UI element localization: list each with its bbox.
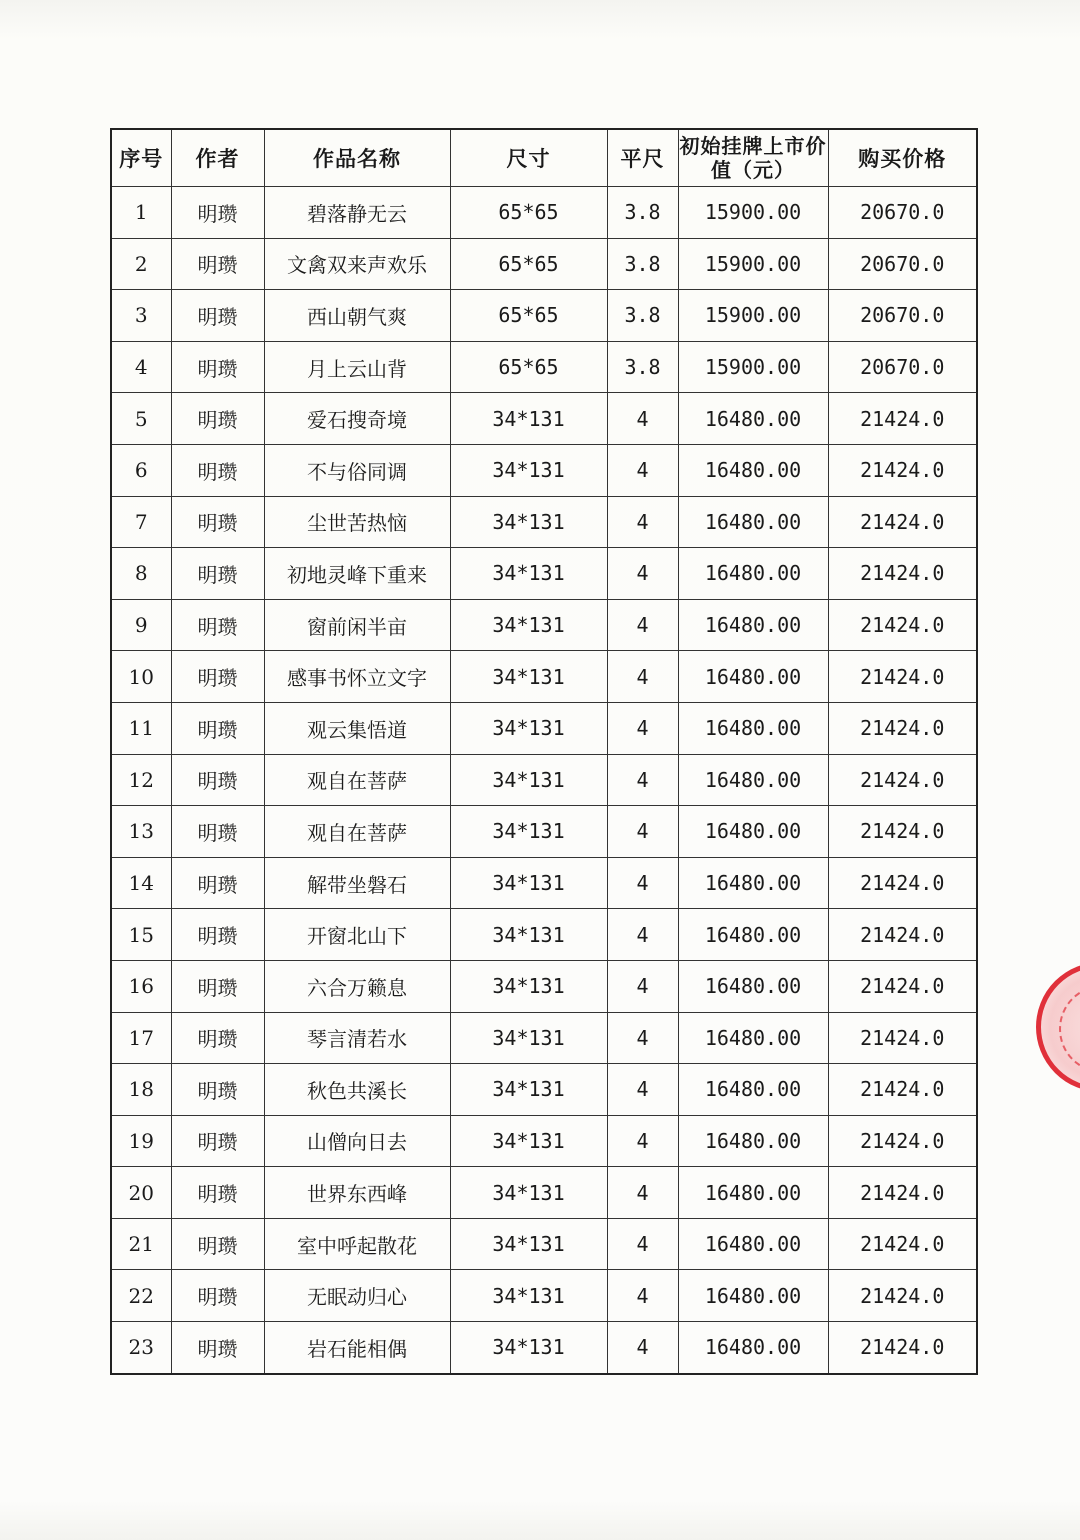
- table-row: [111, 187, 977, 239]
- table-row: [111, 341, 977, 393]
- cell-listing-value: 16480.00: [678, 1270, 828, 1322]
- table-header: [111, 129, 977, 187]
- cell-title: 六合万籁息: [264, 960, 450, 1012]
- cell-listing-value: 16480.00: [678, 496, 828, 548]
- cell-listing-value: 15900.00: [678, 187, 828, 239]
- cell-price: 20670.0: [828, 290, 977, 342]
- cell-price: 21424.0: [828, 1064, 977, 1116]
- table-row: [111, 1218, 977, 1270]
- cell-area: 4: [607, 909, 678, 961]
- cell-price: 21424.0: [828, 909, 977, 961]
- cell-title: 室中呼起散花: [264, 1218, 450, 1270]
- cell-title: 窗前闲半亩: [264, 599, 450, 651]
- cell-no: 17: [111, 1012, 171, 1064]
- cell-author: 明瓒: [171, 548, 264, 600]
- cell-author: 明瓒: [171, 1218, 264, 1270]
- cell-size: 34*131: [450, 393, 607, 445]
- cell-area: 4: [607, 444, 678, 496]
- cell-author: 明瓒: [171, 651, 264, 703]
- header-author: 作者: [171, 129, 264, 187]
- cell-no: 20: [111, 1167, 171, 1219]
- cell-listing-value: 16480.00: [678, 857, 828, 909]
- cell-price: 21424.0: [828, 1218, 977, 1270]
- table-row: [111, 1064, 977, 1116]
- cell-listing-value: 16480.00: [678, 1322, 828, 1374]
- cell-no: 21: [111, 1218, 171, 1270]
- cell-title: 初地灵峰下重来: [264, 548, 450, 600]
- cell-area: 3.8: [607, 187, 678, 239]
- cell-listing-value: 16480.00: [678, 1064, 828, 1116]
- table-row: [111, 702, 977, 754]
- cell-size: 34*131: [450, 806, 607, 858]
- cell-area: 4: [607, 1167, 678, 1219]
- cell-no: 12: [111, 754, 171, 806]
- cell-title: 观云集悟道: [264, 702, 450, 754]
- cell-price: 20670.0: [828, 187, 977, 239]
- cell-no: 4: [111, 341, 171, 393]
- cell-author: 明瓒: [171, 496, 264, 548]
- cell-no: 10: [111, 651, 171, 703]
- cell-title: 感事书怀立文字: [264, 651, 450, 703]
- cell-author: 明瓒: [171, 702, 264, 754]
- cell-title: 世界东西峰: [264, 1167, 450, 1219]
- cell-price: 21424.0: [828, 754, 977, 806]
- cell-price: 21424.0: [828, 857, 977, 909]
- cell-listing-value: 16480.00: [678, 651, 828, 703]
- cell-author: 明瓒: [171, 341, 264, 393]
- table-row: [111, 754, 977, 806]
- cell-listing-value: 16480.00: [678, 960, 828, 1012]
- cell-title: 碧落静无云: [264, 187, 450, 239]
- cell-no: 22: [111, 1270, 171, 1322]
- cell-listing-value: 16480.00: [678, 1012, 828, 1064]
- cell-author: 明瓒: [171, 960, 264, 1012]
- header-row: [111, 129, 977, 187]
- cell-area: 4: [607, 702, 678, 754]
- cell-no: 14: [111, 857, 171, 909]
- cell-no: 9: [111, 599, 171, 651]
- cell-author: 明瓒: [171, 857, 264, 909]
- cell-size: 65*65: [450, 238, 607, 290]
- cell-title: 解带坐磐石: [264, 857, 450, 909]
- cell-listing-value: 16480.00: [678, 1167, 828, 1219]
- cell-author: 明瓒: [171, 444, 264, 496]
- table-row: [111, 651, 977, 703]
- red-seal-icon: [1036, 962, 1080, 1092]
- cell-title: 岩石能相偶: [264, 1322, 450, 1374]
- cell-author: 明瓒: [171, 187, 264, 239]
- cell-size: 34*131: [450, 702, 607, 754]
- cell-title: 开窗北山下: [264, 909, 450, 961]
- cell-title: 月上云山背: [264, 341, 450, 393]
- cell-price: 21424.0: [828, 1322, 977, 1374]
- cell-price: 20670.0: [828, 238, 977, 290]
- cell-listing-value: 16480.00: [678, 444, 828, 496]
- cell-no: 8: [111, 548, 171, 600]
- cell-no: 18: [111, 1064, 171, 1116]
- cell-listing-value: 15900.00: [678, 341, 828, 393]
- cell-price: 21424.0: [828, 599, 977, 651]
- cell-title: 观自在菩萨: [264, 806, 450, 858]
- cell-area: 3.8: [607, 341, 678, 393]
- table-row: [111, 1167, 977, 1219]
- cell-author: 明瓒: [171, 1322, 264, 1374]
- cell-author: 明瓒: [171, 806, 264, 858]
- cell-title: 不与俗同调: [264, 444, 450, 496]
- cell-area: 4: [607, 1012, 678, 1064]
- header-title: 作品名称: [264, 129, 450, 187]
- table-row: [111, 960, 977, 1012]
- cell-no: 11: [111, 702, 171, 754]
- cell-title: 秋色共溪长: [264, 1064, 450, 1116]
- table-row: [111, 599, 977, 651]
- table-row: [111, 496, 977, 548]
- cell-title: 无眠动归心: [264, 1270, 450, 1322]
- cell-no: 15: [111, 909, 171, 961]
- cell-listing-value: 16480.00: [678, 806, 828, 858]
- cell-price: 21424.0: [828, 444, 977, 496]
- cell-area: 4: [607, 806, 678, 858]
- cell-price: 21424.0: [828, 702, 977, 754]
- cell-size: 34*131: [450, 1064, 607, 1116]
- cell-listing-value: 16480.00: [678, 548, 828, 600]
- cell-size: 34*131: [450, 960, 607, 1012]
- cell-no: 5: [111, 393, 171, 445]
- cell-no: 23: [111, 1322, 171, 1374]
- cell-no: 16: [111, 960, 171, 1012]
- table-row: [111, 1115, 977, 1167]
- cell-author: 明瓒: [171, 393, 264, 445]
- cell-size: 34*131: [450, 1322, 607, 1374]
- table-row: [111, 909, 977, 961]
- cell-price: 21424.0: [828, 960, 977, 1012]
- cell-size: 34*131: [450, 909, 607, 961]
- cell-price: 21424.0: [828, 1167, 977, 1219]
- cell-author: 明瓒: [171, 1115, 264, 1167]
- cell-area: 4: [607, 599, 678, 651]
- cell-area: 4: [607, 1270, 678, 1322]
- cell-price: 21424.0: [828, 548, 977, 600]
- cell-title: 西山朝气爽: [264, 290, 450, 342]
- cell-author: 明瓒: [171, 909, 264, 961]
- header-no: 序号: [111, 129, 171, 187]
- cell-listing-value: 16480.00: [678, 754, 828, 806]
- cell-title: 尘世苦热恼: [264, 496, 450, 548]
- cell-area: 4: [607, 548, 678, 600]
- cell-listing-value: 16480.00: [678, 702, 828, 754]
- cell-area: 3.8: [607, 290, 678, 342]
- cell-area: 4: [607, 1218, 678, 1270]
- cell-size: 34*131: [450, 651, 607, 703]
- cell-author: 明瓒: [171, 599, 264, 651]
- cell-price: 21424.0: [828, 1270, 977, 1322]
- cell-area: 4: [607, 651, 678, 703]
- cell-author: 明瓒: [171, 1064, 264, 1116]
- table-body: [111, 187, 977, 1374]
- table-row: [111, 1322, 977, 1374]
- cell-listing-value: 16480.00: [678, 909, 828, 961]
- cell-no: 7: [111, 496, 171, 548]
- cell-author: 明瓒: [171, 1167, 264, 1219]
- cell-area: 4: [607, 496, 678, 548]
- table-row: [111, 444, 977, 496]
- header-size: 尺寸: [450, 129, 607, 187]
- cell-listing-value: 16480.00: [678, 599, 828, 651]
- cell-no: 19: [111, 1115, 171, 1167]
- cell-price: 21424.0: [828, 1012, 977, 1064]
- cell-author: 明瓒: [171, 754, 264, 806]
- cell-title: 文禽双来声欢乐: [264, 238, 450, 290]
- artwork-price-table: [110, 128, 978, 1375]
- cell-no: 1: [111, 187, 171, 239]
- cell-no: 13: [111, 806, 171, 858]
- table-row: [111, 806, 977, 858]
- cell-listing-value: 16480.00: [678, 1218, 828, 1270]
- seal-inner-ring: [1059, 985, 1080, 1073]
- cell-author: 明瓒: [171, 290, 264, 342]
- cell-size: 65*65: [450, 290, 607, 342]
- cell-size: 34*131: [450, 1270, 607, 1322]
- cell-area: 4: [607, 393, 678, 445]
- cell-no: 6: [111, 444, 171, 496]
- cell-size: 34*131: [450, 548, 607, 600]
- cell-price: 21424.0: [828, 393, 977, 445]
- table-row: [111, 1012, 977, 1064]
- cell-no: 2: [111, 238, 171, 290]
- cell-size: 34*131: [450, 857, 607, 909]
- cell-size: 34*131: [450, 1012, 607, 1064]
- cell-size: 65*65: [450, 187, 607, 239]
- cell-author: 明瓒: [171, 1012, 264, 1064]
- cell-title: 观自在菩萨: [264, 754, 450, 806]
- cell-listing-value: 16480.00: [678, 1115, 828, 1167]
- table-row: [111, 1270, 977, 1322]
- table-row: [111, 548, 977, 600]
- cell-title: 爱石搜奇境: [264, 393, 450, 445]
- cell-size: 34*131: [450, 1115, 607, 1167]
- cell-price: 21424.0: [828, 806, 977, 858]
- table-row: [111, 290, 977, 342]
- table-row: [111, 857, 977, 909]
- table-row: [111, 238, 977, 290]
- header-price: 购买价格: [828, 129, 977, 187]
- cell-size: 34*131: [450, 1167, 607, 1219]
- cell-size: 34*131: [450, 496, 607, 548]
- header-listing-value: 初始挂牌上市价值（元）: [678, 129, 828, 187]
- header-area: 平尺: [607, 129, 678, 187]
- cell-area: 4: [607, 857, 678, 909]
- cell-area: 4: [607, 754, 678, 806]
- cell-author: 明瓒: [171, 238, 264, 290]
- cell-listing-value: 16480.00: [678, 393, 828, 445]
- cell-title: 琴言清若水: [264, 1012, 450, 1064]
- cell-price: 21424.0: [828, 651, 977, 703]
- cell-no: 3: [111, 290, 171, 342]
- cell-area: 4: [607, 1322, 678, 1374]
- cell-area: 4: [607, 1115, 678, 1167]
- cell-author: 明瓒: [171, 1270, 264, 1322]
- cell-area: 4: [607, 1064, 678, 1116]
- cell-title: 山僧向日去: [264, 1115, 450, 1167]
- cell-size: 34*131: [450, 444, 607, 496]
- cell-listing-value: 15900.00: [678, 290, 828, 342]
- cell-size: 34*131: [450, 1218, 607, 1270]
- cell-size: 65*65: [450, 341, 607, 393]
- cell-listing-value: 15900.00: [678, 238, 828, 290]
- cell-area: 3.8: [607, 238, 678, 290]
- table-row: [111, 393, 977, 445]
- cell-size: 34*131: [450, 754, 607, 806]
- cell-price: 21424.0: [828, 1115, 977, 1167]
- cell-price: 21424.0: [828, 496, 977, 548]
- cell-area: 4: [607, 960, 678, 1012]
- cell-price: 20670.0: [828, 341, 977, 393]
- cell-size: 34*131: [450, 599, 607, 651]
